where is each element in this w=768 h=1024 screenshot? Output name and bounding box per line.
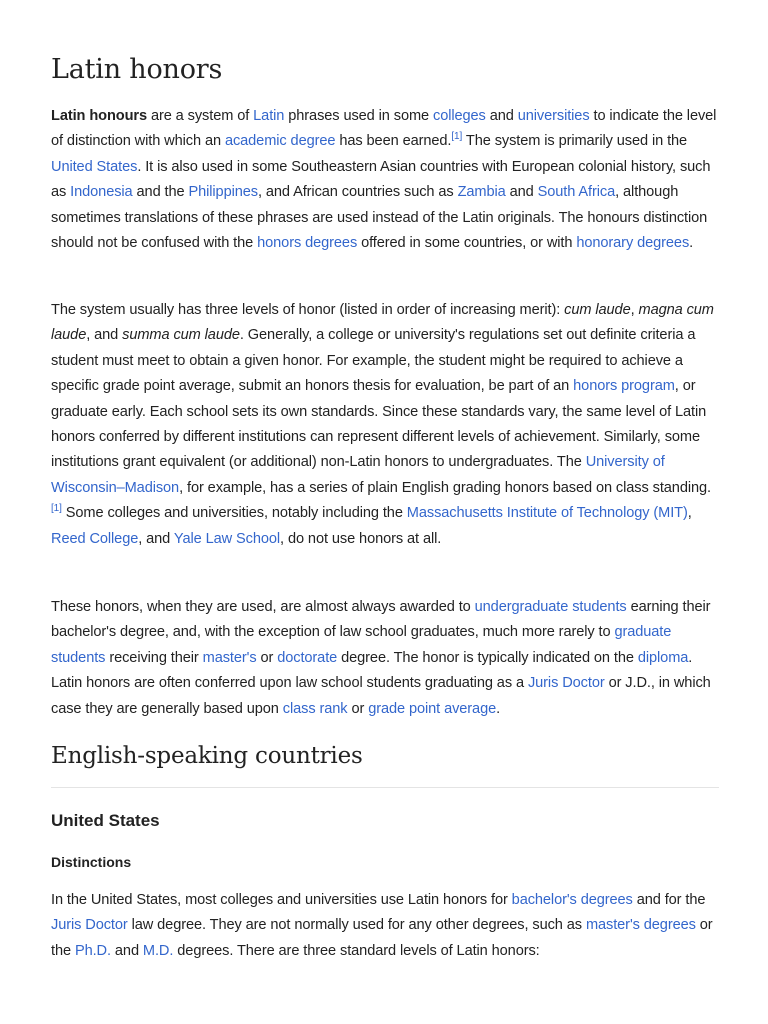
italic-term: summa cum laude xyxy=(122,327,240,344)
text-span: phrases used in some xyxy=(284,108,433,124)
link-mit[interactable]: Massachusetts Institute of Technology (MIT) xyxy=(406,505,688,522)
section-divider xyxy=(51,787,719,788)
subsection-heading-us: United States xyxy=(51,811,160,830)
text-span: and xyxy=(505,184,538,201)
bold-term: Latin honours xyxy=(51,108,147,124)
text-span: Some colleges and universities, notably including the xyxy=(61,505,407,522)
text-span: , and xyxy=(86,327,123,344)
text-span: . Generally, a college or university's regulations set out definite criteria a student must meet to obtain a given honor. For example, the student might be required to achieve a specific grade point average, submit an honors thesis for evaluation, be part of an xyxy=(51,327,696,395)
text-span: receiving their xyxy=(105,649,203,666)
text-span: or xyxy=(256,649,278,666)
text-span: law degree. They are not normally used for any other degrees, such as xyxy=(127,917,586,934)
text-span: and the xyxy=(132,184,189,201)
text-span: degrees. There are three standard levels of Latin honors: xyxy=(173,942,540,959)
text-span: . xyxy=(689,235,694,252)
link-south-africa[interactable]: South Africa xyxy=(537,184,616,201)
link-universities[interactable]: universities xyxy=(517,108,590,124)
link-juris-doctor[interactable]: Juris Doctor xyxy=(527,675,605,692)
link-yale-law-school[interactable]: Yale Law School xyxy=(173,530,281,547)
text-span: has been earned. xyxy=(335,133,452,150)
text-span: , xyxy=(630,302,639,318)
text-span: . xyxy=(496,700,501,717)
reference-link[interactable]: [1] xyxy=(451,131,463,143)
link-reed-college[interactable]: Reed College xyxy=(51,530,139,547)
link-md[interactable]: M.D. xyxy=(142,942,174,959)
paragraph-undergraduate xyxy=(51,595,721,722)
italic-term: magna cum laude xyxy=(51,302,714,344)
paragraph-levels xyxy=(51,298,721,552)
text-span: , for example, has a series of plain English grading honors based on class standing. xyxy=(179,479,711,496)
link-masters[interactable]: master's xyxy=(202,649,257,666)
link-juris-doctor[interactable]: Juris Doctor xyxy=(51,917,128,934)
link-colleges[interactable]: colleges xyxy=(433,108,486,124)
text-span: . It is also used in some Southeastern Asian countries with European colonial history, such as xyxy=(51,158,711,201)
text-span: These honors, when they are used, are almost always awarded to xyxy=(51,599,475,615)
text-span: or the xyxy=(51,917,713,959)
link-honorary-degrees[interactable]: honorary degrees xyxy=(576,235,690,252)
link-masters-degrees[interactable]: master's degrees xyxy=(585,917,696,934)
link-class-rank[interactable]: class rank xyxy=(282,700,348,717)
text-span: . Latin honors are often conferred upon law school students graduating as a xyxy=(51,649,693,692)
text-span: The system usually has three levels of honor (listed in order of increasing merit): xyxy=(51,302,565,318)
link-united-states[interactable]: United States xyxy=(51,158,138,175)
link-phd[interactable]: Ph.D. xyxy=(74,942,111,959)
link-academic-degree[interactable]: academic degree xyxy=(224,133,336,150)
reference-link[interactable]: [1] xyxy=(51,503,62,515)
text-span: or J.D., in which case they are generally based upon xyxy=(51,675,711,717)
link-philippines[interactable]: Philippines xyxy=(188,184,258,201)
text-span: , xyxy=(687,505,692,522)
link-doctorate[interactable]: doctorate xyxy=(277,649,338,666)
link-undergraduate-students[interactable]: undergraduate students xyxy=(474,599,627,615)
text-span: and for the xyxy=(632,892,706,908)
text-span: , and xyxy=(138,530,174,547)
link-graduate-students[interactable]: graduate students xyxy=(51,624,672,666)
subsubsection-heading-distinctions: Distinctions xyxy=(51,854,132,870)
link-bachelors-degrees[interactable]: bachelor's degrees xyxy=(511,892,633,908)
text-span: The system is primarily used in the xyxy=(462,133,688,150)
text-span: earning their bachelor's degree, and, with the exception of law school graduates, much more rarely to xyxy=(51,599,711,641)
text-span: , or graduate early. Each school sets its own standards. Since these standards vary, the same level of Latin honors conferred by different institutions can represent different levels of achievement. Similarly, some institutions grant equivalent (or additional) non-Latin honors to undergraduates. The xyxy=(51,378,707,471)
text-span: , although sometimes translations of these phrases are used instead of the Latin originals. The honours distinction should not be confused with the xyxy=(51,184,708,252)
text-span: and xyxy=(110,942,143,959)
link-uw-madison[interactable]: University of Wisconsin–Madison xyxy=(51,454,665,496)
link-indonesia[interactable]: Indonesia xyxy=(70,184,133,201)
page-title: Latin honors xyxy=(51,54,223,85)
link-grade-point-average[interactable]: grade point average xyxy=(368,700,497,717)
text-span: offered in some countries, or with xyxy=(357,235,577,252)
link-diploma[interactable]: diploma xyxy=(637,649,689,666)
text-span: , do not use honors at all. xyxy=(280,530,442,547)
paragraph-us-distinctions xyxy=(51,888,721,964)
text-span: or xyxy=(347,700,369,717)
link-latin[interactable]: Latin xyxy=(253,108,285,124)
link-zambia[interactable]: Zambia xyxy=(457,184,506,201)
section-heading-english: English-speaking countries xyxy=(51,743,363,769)
link-honors-degrees[interactable]: honors degrees xyxy=(257,235,358,252)
text-span: and xyxy=(485,108,518,124)
text-span: are a system of xyxy=(146,108,254,124)
text-span: to indicate the level of distinction with which an xyxy=(51,108,717,150)
italic-term: cum laude xyxy=(564,302,631,318)
paragraph-intro xyxy=(51,104,721,256)
text-span: In the United States, most colleges and universities use Latin honors for xyxy=(51,892,512,908)
text-span: , and African countries such as xyxy=(257,184,458,201)
text-span: degree. The honor is typically indicated on the xyxy=(337,649,638,666)
link-honors-program[interactable]: honors program xyxy=(573,378,675,395)
